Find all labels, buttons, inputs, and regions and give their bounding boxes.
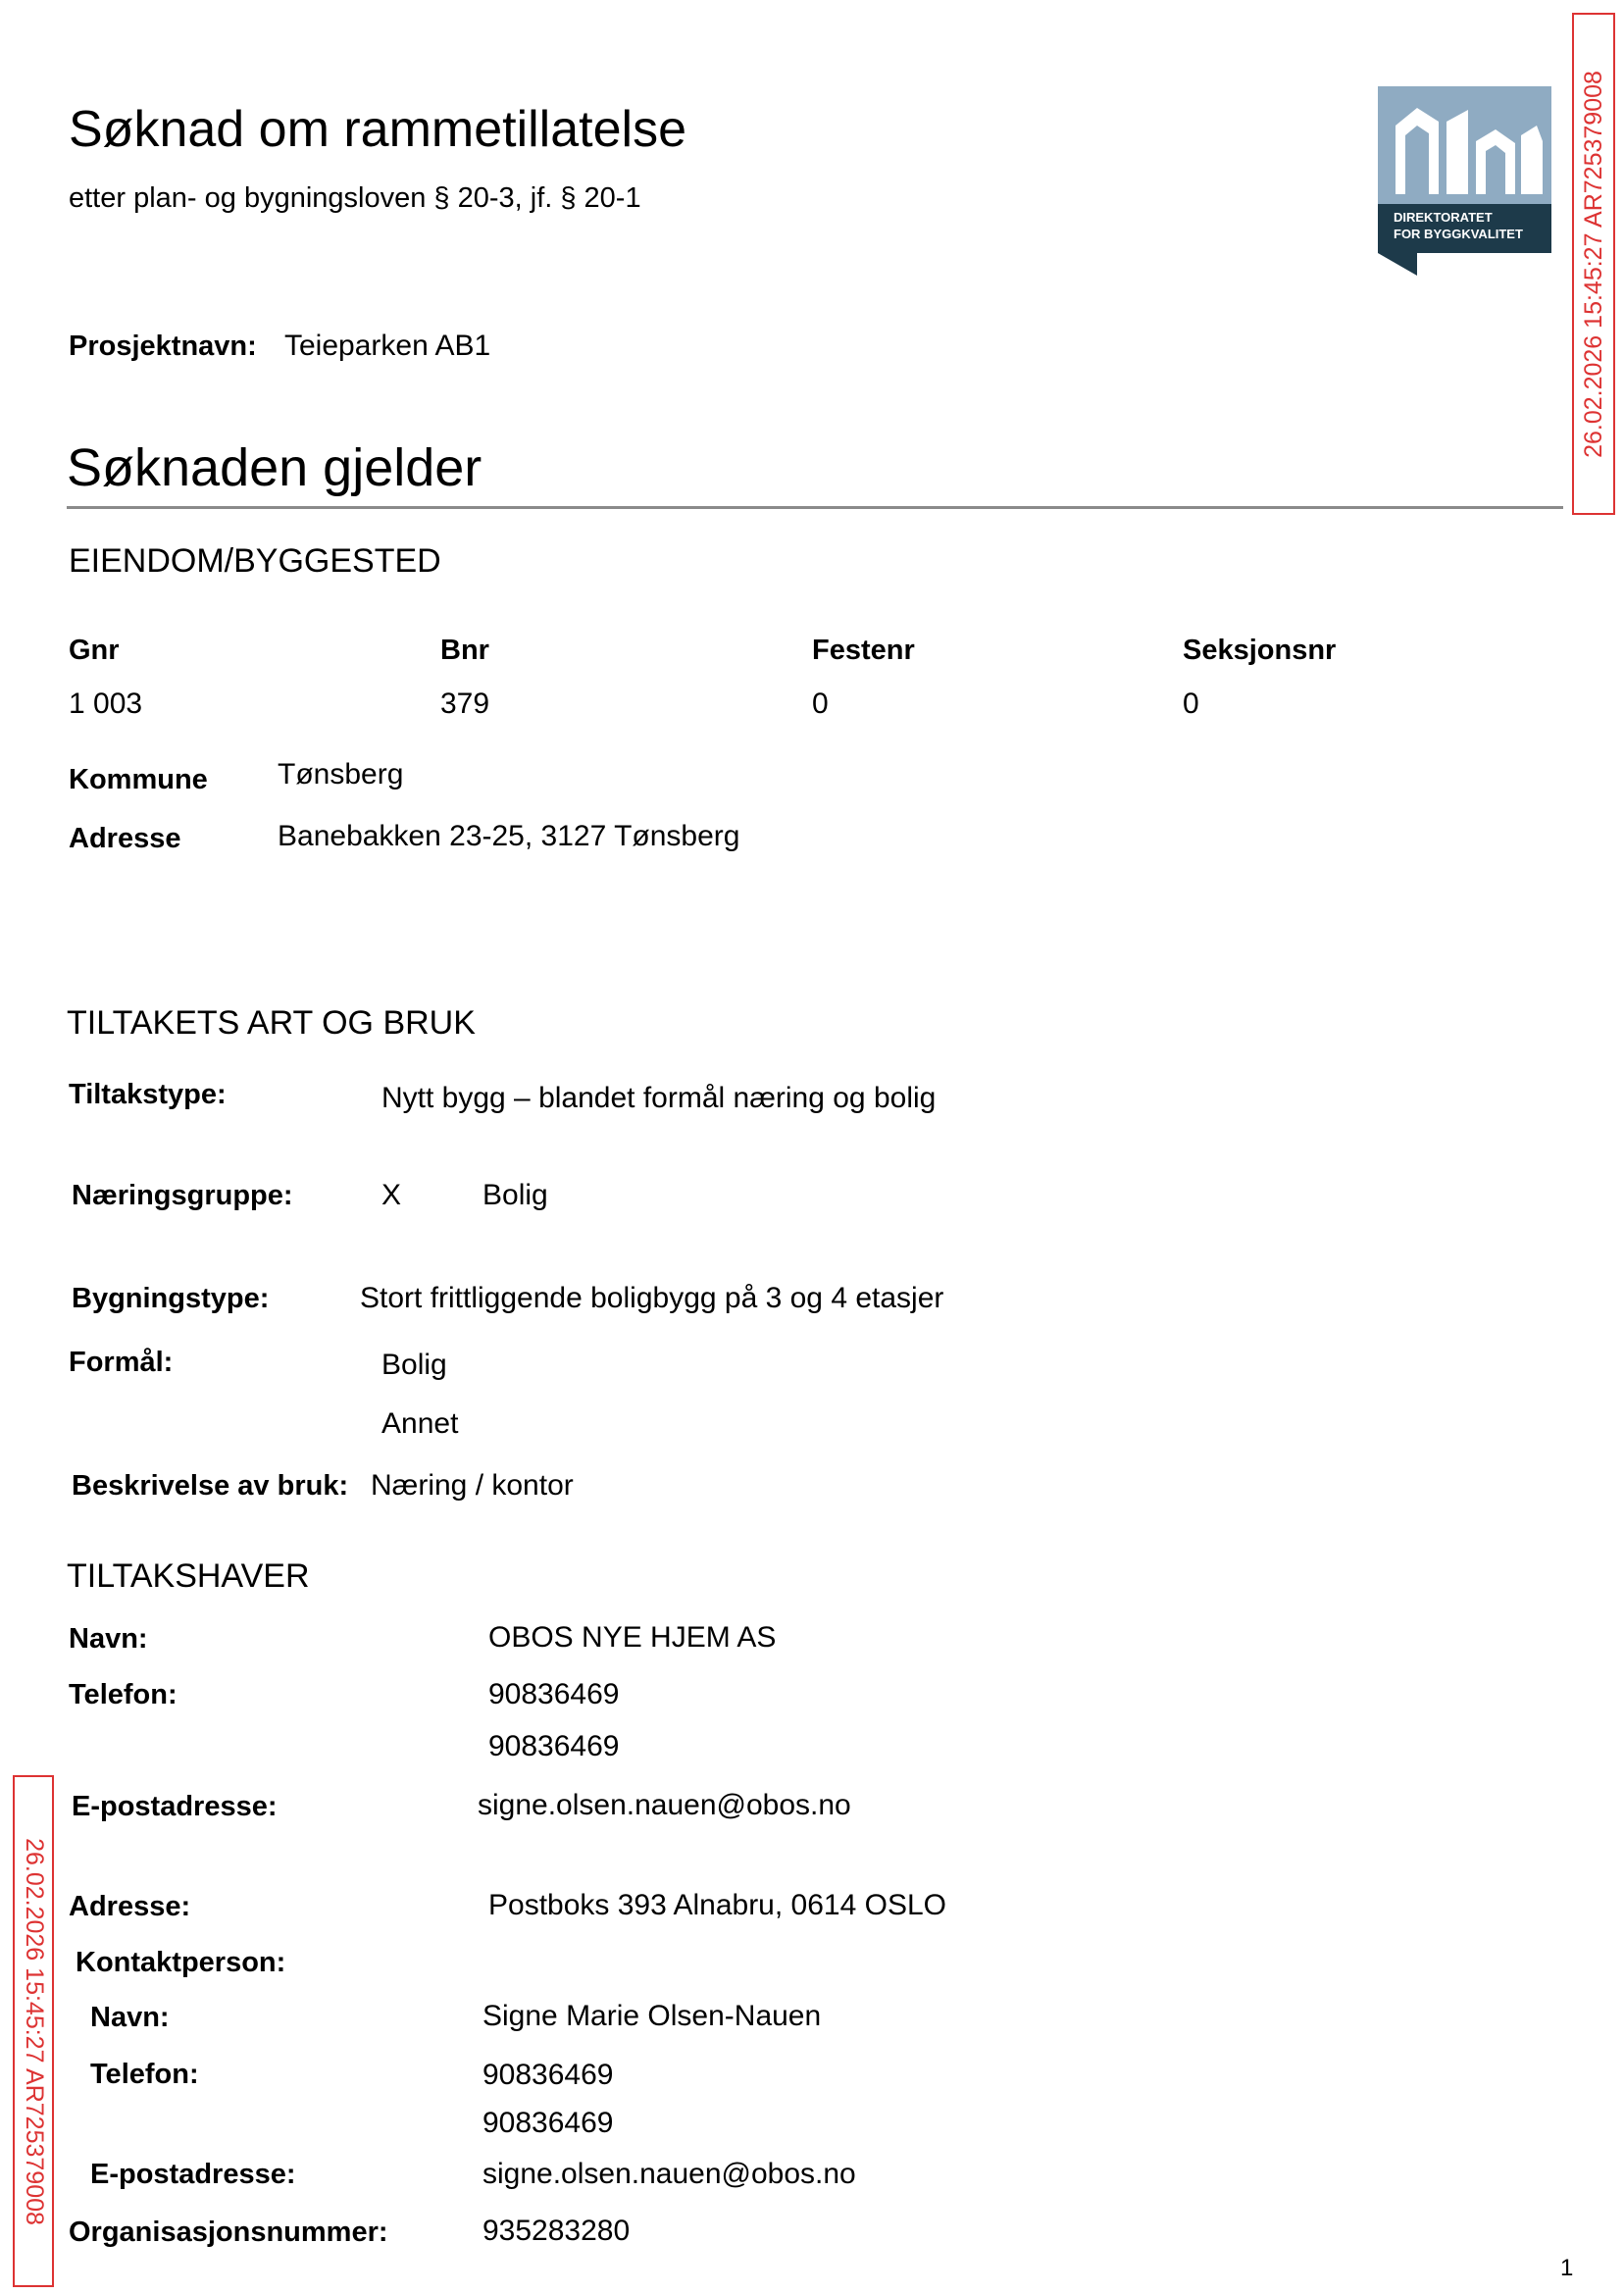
val-festenr: 0 [812, 688, 829, 720]
document-title: Søknad om rammetillatelse [69, 101, 686, 158]
formal-label: Formål: [69, 1347, 174, 1378]
val-gnr: 1 003 [69, 688, 143, 720]
logo-line-1: DIREKTORATET [1394, 210, 1493, 225]
stamp-right [1572, 13, 1615, 515]
stamp-left-text: 26.02.2026 15:45:27 AR725379008 [20, 1837, 48, 2225]
bygningstype-value: Stort frittliggende boligbygg på 3 og 4 etasjer [360, 1282, 944, 1314]
kp-epost-value: signe.olsen.nauen@obos.no [482, 2158, 856, 2190]
kp-telefon-value-2: 90836469 [482, 2107, 614, 2139]
page-number: 1 [1560, 2255, 1574, 2281]
section-divider [67, 506, 1563, 509]
th-telefon-value-1: 90836469 [488, 1678, 620, 1710]
th-epost-label: E-postadresse: [72, 1791, 278, 1822]
kp-telefon-value-1: 90836469 [482, 2059, 614, 2091]
th-telefon-value-2: 90836469 [488, 1730, 620, 1762]
col-gnr: Gnr [69, 635, 120, 666]
bruk-value: Næring / kontor [371, 1469, 574, 1502]
section-title: Søknaden gjelder [67, 438, 482, 497]
tiltakstype-value: Nytt bygg – blandet formål næring og bolig [381, 1082, 937, 1114]
th-adresse-value: Postboks 393 Alnabru, 0614 OSLO [488, 1889, 946, 1921]
kp-navn-label: Navn: [90, 2002, 170, 2033]
col-bnr: Bnr [440, 635, 489, 666]
kommune-label: Kommune [69, 764, 208, 795]
kp-navn-value: Signe Marie Olsen-Nauen [482, 2000, 822, 2032]
th-epost-value: signe.olsen.nauen@obos.no [478, 1789, 851, 1821]
val-seksjonsnr: 0 [1183, 688, 1199, 720]
naeringsgruppe-label: Næringsgruppe: [72, 1180, 293, 1211]
project-value: Teieparken AB1 [284, 330, 491, 362]
logo-line-2: FOR BYGGKVALITET [1394, 227, 1523, 241]
document-subtitle: etter plan- og bygningsloven § 20-3, jf. § 20-1 [69, 182, 641, 214]
formal-value-2: Annet [381, 1407, 459, 1440]
stamp-right-text: 26.02.2026 15:45:27 AR725379008 [1579, 70, 1607, 458]
naeringsgruppe-code: X [381, 1179, 402, 1211]
kp-telefon-label: Telefon: [90, 2059, 199, 2090]
kommune-value: Tønsberg [278, 758, 404, 790]
adresse-value: Banebakken 23-25, 3127 Tønsberg [278, 820, 740, 852]
th-adresse-label: Adresse: [69, 1891, 191, 1922]
formal-value-1: Bolig [381, 1349, 447, 1381]
th-navn-value: OBOS NYE HJEM AS [488, 1621, 777, 1654]
project-label: Prosjektnavn: [69, 331, 257, 362]
org-label: Organisasjonsnummer: [69, 2217, 388, 2248]
stamp-left [13, 1775, 54, 2287]
th-navn-label: Navn: [69, 1623, 148, 1655]
col-festenr: Festenr [812, 635, 915, 666]
bruk-label: Beskrivelse av bruk: [72, 1470, 349, 1502]
bygningstype-label: Bygningstype: [72, 1283, 270, 1314]
adresse-label: Adresse [69, 823, 181, 854]
org-value: 935283280 [482, 2215, 631, 2247]
tiltak-heading: TILTAKETS ART OG BRUK [67, 1004, 476, 1042]
tiltakshaver-heading: TILTAKSHAVER [67, 1557, 310, 1595]
kontaktperson-label: Kontaktperson: [76, 1947, 286, 1978]
th-telefon-label: Telefon: [69, 1679, 178, 1710]
dibk-logo [1378, 86, 1551, 276]
property-heading: EIENDOM/BYGGESTED [69, 542, 441, 580]
naeringsgruppe-value: Bolig [482, 1179, 548, 1211]
kp-epost-label: E-postadresse: [90, 2159, 296, 2190]
val-bnr: 379 [440, 688, 490, 720]
tiltakstype-label: Tiltakstype: [69, 1079, 227, 1110]
col-seksjonsnr: Seksjonsnr [1183, 635, 1337, 666]
